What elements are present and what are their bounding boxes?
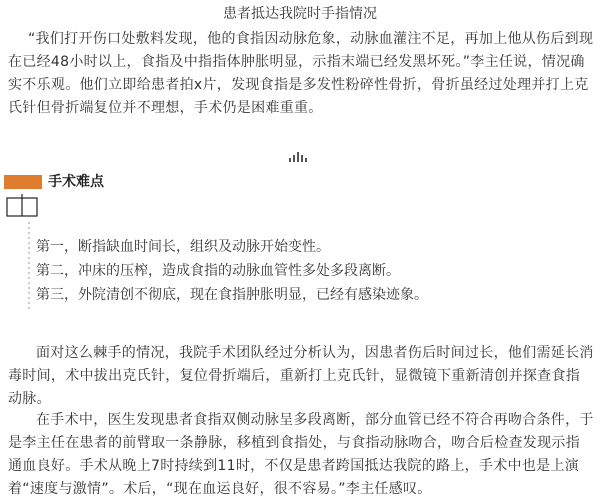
body-paragraph-1: 面对这么棘手的情况，我院手术团队经过分析认为，因患者伤后时间过长，他们需延长消毒时间，术中拔出克氏针，复位骨折端后，重新打上克氏针，显微镜下重新清创并探查食指动脉。: [8, 345, 594, 407]
intro-paragraph: “我们打开伤口处敷料发现，他的食指因动脉危象，动脉血灌注不足，再加上他从伤后到现在已经48小时以上，食指及中指指体肿胀明显，示指末端已经发黑坏死。”李主任说，情况确实不乐观。他们立即给患者拍x片，发现食指是多发性粉碎性骨折，骨折虽经过处理并打上克氏针但骨折端复位并不理想，手术仍是困难重重。: [8, 31, 594, 116]
difficulty-item-3: 第三，外院清创不彻底，现在食指肿胀明显，已经有感染迹象。: [36, 287, 428, 303]
document-icon: [6, 193, 40, 217]
difficulty-item-1: 第一，断指缺血时间长，组织及动脉开始变性。: [36, 239, 330, 255]
difficulty-item-2: 第二，冲床的压榨，造成食指的动脉血管性多处多段离断。: [36, 263, 400, 279]
section-divider-icon: [289, 152, 309, 162]
body-paragraph-2: 在手术中，医生发现患者食指双侧动脉呈多段离断，部分血管已经不符合再吻合条件，于是李主任在患者的前臂取一条静脉，移植到食指处，与食指动脉吻合，吻合后检查发现示指通血良好。手术从晚上7时持续到11时，不仅是患者跨国抵达我院的路上，手术中也是上演着“速度与激情”。术后，“现在血运良好，很不容易。”李主任感叹。: [8, 412, 594, 497]
section-accent-bar: [4, 175, 42, 189]
image-caption: 患者抵达我院时手指情况: [223, 6, 377, 22]
section-title: 手术难点: [48, 174, 104, 190]
